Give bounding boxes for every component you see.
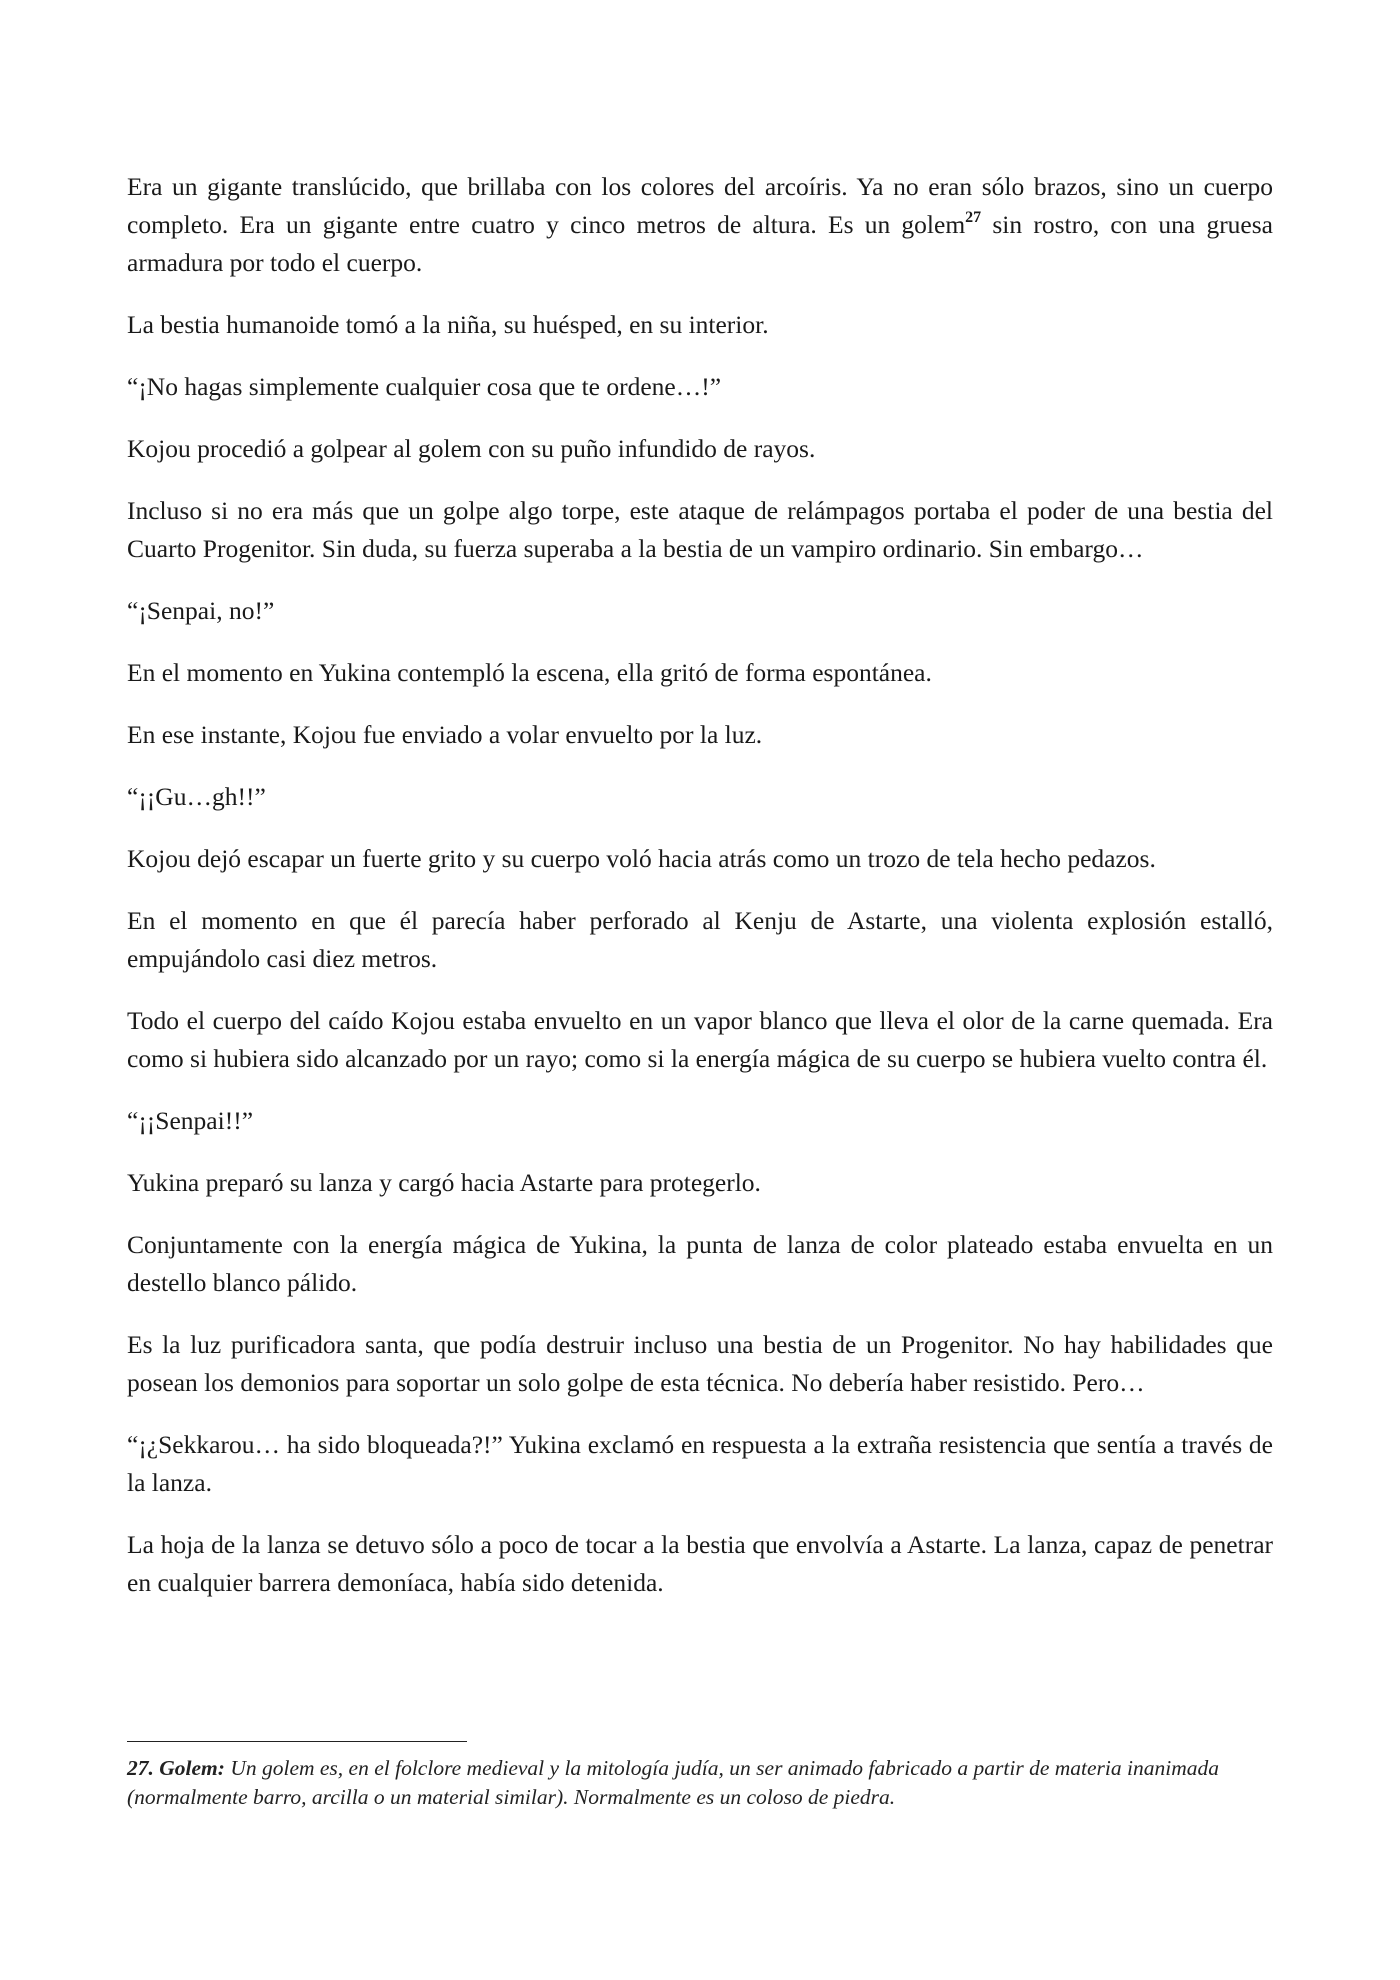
footnote-reference[interactable]: 27 [965,208,982,226]
paragraph: Todo el cuerpo del caído Kojou estaba envuelto en un vapor blanco que lleva el olor de la carne quemada. Era como si hubiera sido alcanzado por un rayo; como si la energía mágica de su cuerpo se hubiera vuelto contra él. [127,1006,1273,1073]
footnote [127,1754,1273,1812]
paragraph: “¡¿Sekkarou… ha sido bloqueada?!” Yukina exclamó en respuesta a la extraña resistencia que sentía a través de la lanza. [127,1430,1273,1497]
paragraph-text: Era un gigante translúcido, que brillaba con los colores del arcoíris. Ya no eran sólo brazos, sino un cuerpo completo. Era un gigante entre cuatro y cinco metros de altura. Es un golem [127,172,1273,239]
paragraph: Conjuntamente con la energía mágica de Yukina, la punta de lanza de color plateado estaba envuelta en un destello blanco pálido. [127,1230,1273,1297]
paragraph: La hoja de la lanza se detuvo sólo a poco de tocar a la bestia que envolvía a Astarte. La lanza, capaz de penetrar en cualquier barrera demoníaca, había sido detenida. [127,1530,1273,1597]
dialogue-line: “¡No hagas simplemente cualquier cosa que te ordene…!” [127,372,722,401]
dialogue-line: “¡Senpai, no!” [127,596,275,625]
body-text [127,168,1273,1626]
dialogue-line: “¡¡Gu…gh!!” [127,782,266,811]
paragraph: En ese instante, Kojou fue enviado a volar envuelto por la luz. [127,720,763,749]
paragraph: Yukina preparó su lanza y cargó hacia Astarte para protegerlo. [127,1168,761,1197]
paragraph: Es la luz purificadora santa, que podía destruir incluso una bestia de un Progenitor. No hay habilidades que posean los demonios para soportar un solo golpe de esta técnica. No debería haber resistido. Pero… [127,1330,1273,1397]
paragraph: Kojou dejó escapar un fuerte grito y su cuerpo voló hacia atrás como un trozo de tela hecho pedazos. [127,844,1156,873]
paragraph: Kojou procedió a golpear al golem con su puño infundido de rayos. [127,434,816,463]
paragraph [127,168,1273,282]
paragraph: Incluso si no era más que un golpe algo torpe, este ataque de relámpagos portaba el poder de una bestia del Cuarto Progenitor. Sin duda, su fuerza superaba a la bestia de un vampiro ordinario. Sin embargo… [127,496,1273,563]
paragraph: En el momento en que él parecía haber perforado al Kenju de Astarte, una violenta explosión estalló, empujándolo casi diez metros. [127,906,1273,973]
paragraph: En el momento en Yukina contempló la escena, ella gritó de forma espontánea. [127,658,932,687]
footnote-text: Un golem es, en el folclore medieval y la mitología judía, un ser animado fabricado a partir de materia inanimada (normalmente barro, arcilla o un material similar). Normalmente es un coloso de piedra. [127,1756,1219,1809]
paragraph: La bestia humanoide tomó a la niña, su huésped, en su interior. [127,310,769,339]
footnote-divider [127,1741,467,1742]
dialogue-line: “¡¡Senpai!!” [127,1106,254,1135]
footnote-label: 27. Golem: [127,1756,225,1780]
paragraph-text: sin rostro, con una gruesa armadura por todo el cuerpo. [127,210,1273,277]
